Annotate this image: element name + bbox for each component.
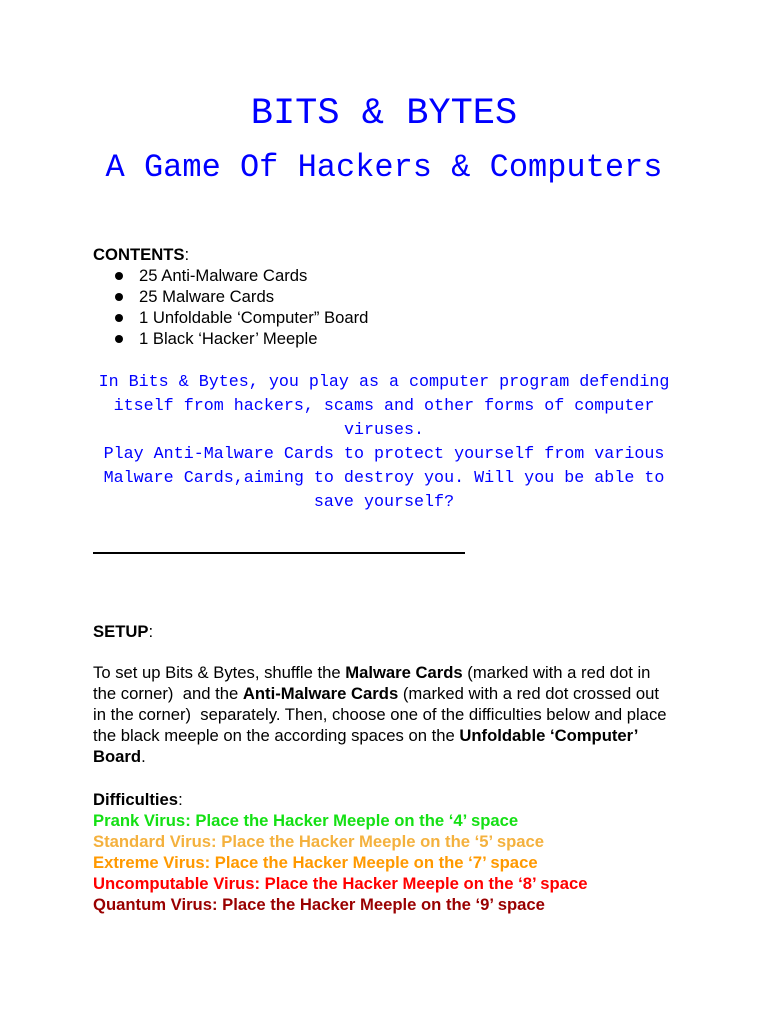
bullet-icon xyxy=(115,335,123,343)
intro-paragraph: In Bits & Bytes, you play as a computer program defending itself from hackers, scams and other forms of computer viruses. xyxy=(98,373,670,440)
list-item-text: 1 Unfoldable ‘Computer” Board xyxy=(139,308,369,327)
intro-text xyxy=(0,371,768,515)
setup-term-malware-cards: Malware Cards xyxy=(345,663,463,682)
bullet-icon xyxy=(115,293,123,301)
difficulties-heading-line xyxy=(93,789,675,810)
bullet-icon xyxy=(115,314,123,322)
page-title: BITS & BYTES xyxy=(250,93,518,135)
setup-paragraph xyxy=(93,662,674,767)
setup-text: (marked with a red dot crossed out in the corner) separately. Then, choose one of the difficulties below and place the black meeple on the according spaces on the xyxy=(93,684,672,745)
list-item-text: 25 Anti-Malware Cards xyxy=(139,266,308,285)
difficulty-uncomputable: Uncomputable Virus: Place the Hacker Meeple on the ‘8’ space xyxy=(93,873,588,893)
page-subtitle: A Game Of Hackers & Computers xyxy=(105,149,663,186)
contents-section xyxy=(93,244,675,349)
difficulty-prank: Prank Virus: Place the Hacker Meeple on the ‘4’ space xyxy=(93,810,519,830)
contents-list xyxy=(93,265,675,349)
list-item xyxy=(93,328,675,349)
difficulties-section xyxy=(93,789,675,915)
difficulty-quantum: Quantum Virus: Place the Hacker Meeple on the ‘9’ space xyxy=(93,894,545,914)
contents-heading-colon: : xyxy=(184,245,190,264)
difficulties-heading-colon: : xyxy=(178,789,183,809)
bullet-icon xyxy=(115,272,123,280)
setup-term-anti-malware-cards: Anti-Malware Cards xyxy=(242,684,399,703)
difficulty-extreme: Extreme Virus: Place the Hacker Meeple on the ‘7’ space xyxy=(93,852,538,872)
setup-heading-line xyxy=(93,621,153,642)
list-item xyxy=(93,307,675,328)
list-item-text: 1 Black ‘Hacker’ Meeple xyxy=(139,329,318,348)
setup-text: To set up Bits & Bytes, shuffle the xyxy=(93,663,346,682)
setup-heading-colon: : xyxy=(148,622,154,641)
setup-term-board: Unfoldable ‘Computer’ Board xyxy=(93,726,643,766)
divider-line xyxy=(93,552,465,554)
list-item xyxy=(93,286,675,307)
setup-text: (marked with a red dot in the corner) and the xyxy=(93,663,656,703)
difficulty-standard: Standard Virus: Place the Hacker Meeple on the ‘5’ space xyxy=(93,831,545,851)
contents-heading: CONTENTS xyxy=(93,245,185,264)
setup-text: . xyxy=(141,747,146,766)
list-item-text: 25 Malware Cards xyxy=(139,287,275,306)
difficulties-heading: Difficulties xyxy=(93,789,179,809)
list-item xyxy=(93,265,675,286)
contents-heading-line xyxy=(93,244,675,265)
intro-paragraph: Play Anti-Malware Cards to protect yourself from various Malware Cards,aiming to destroy you. Will you be able to save yourself? xyxy=(103,445,665,512)
setup-heading: SETUP xyxy=(93,622,149,641)
